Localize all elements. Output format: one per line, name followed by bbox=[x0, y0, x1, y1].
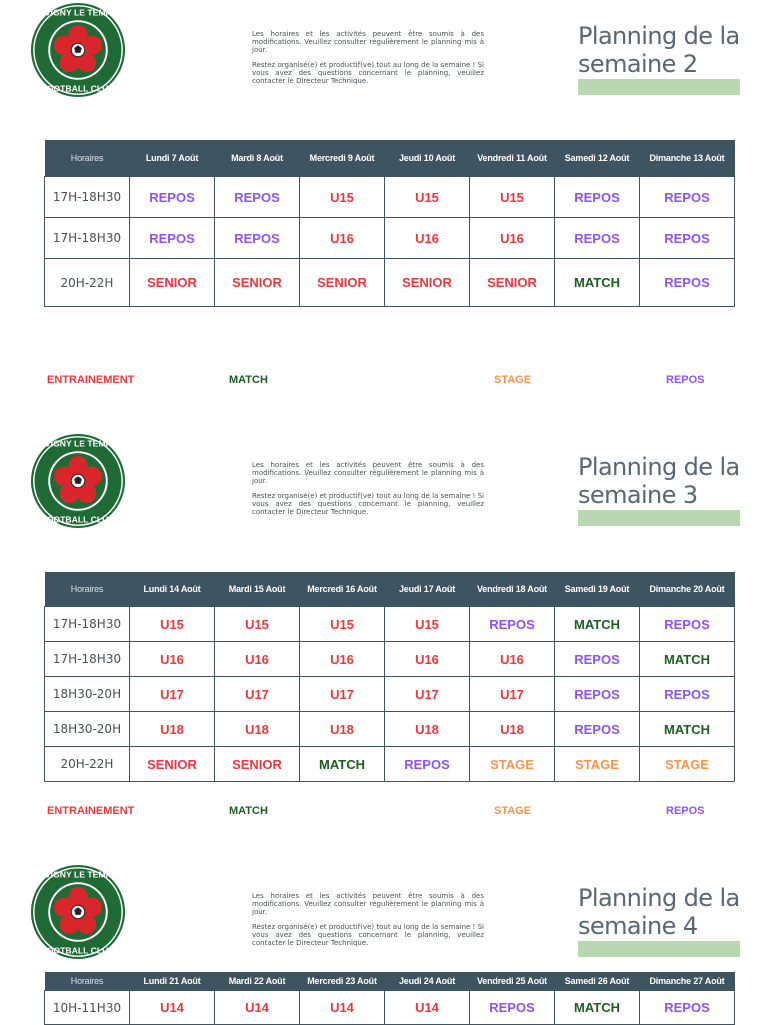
time-slot-cell: 17H-18H30 bbox=[45, 642, 130, 677]
legend-entrainement: ENTRAINEMENT bbox=[47, 374, 135, 386]
activity-cell: U18 bbox=[470, 712, 555, 747]
column-header-day: Lundi 21 Août bbox=[130, 972, 215, 991]
column-header-day: Jeudi 17 Août bbox=[385, 572, 470, 607]
time-slot-cell: 17H-18H30 bbox=[45, 218, 130, 259]
activity-cell: REPOS bbox=[215, 218, 300, 259]
legend-stage: STAGE bbox=[494, 374, 532, 386]
week-2-section bbox=[0, 0, 768, 400]
club-logo bbox=[30, 864, 126, 960]
activity-cell: U16 bbox=[215, 642, 300, 677]
activity-cell: REPOS bbox=[640, 218, 735, 259]
legend-repos: REPOS bbox=[666, 374, 705, 386]
notice-paragraph-2: Restez organisé(e) et productif(ve) tout au long de la semaine ! Si vous avez des questions concernant le planning, veuillez contacter le Directeur Technique. bbox=[252, 491, 484, 517]
notice-paragraph-1: Les horaires et les activités peuvent être soumis à des modifications. Veuillez consulter régulièrement le planning mis à jour. bbox=[252, 461, 484, 486]
activity-cell: SENIOR bbox=[385, 259, 470, 307]
time-slot-cell: 20H-22H bbox=[45, 259, 130, 307]
activity-cell: REPOS bbox=[640, 177, 735, 218]
legend bbox=[0, 805, 768, 821]
column-header-day: Samedi 26 Août bbox=[555, 972, 640, 991]
week-title-line-2: semaine 3 bbox=[578, 481, 698, 509]
title-underline-bar bbox=[578, 79, 740, 95]
activity-cell: REPOS bbox=[640, 259, 735, 307]
activity-cell: STAGE bbox=[640, 747, 735, 782]
notice-paragraph-1: Les horaires et les activités peuvent être soumis à des modifications. Veuillez consulter régulièrement le planning mis à jour. bbox=[252, 30, 484, 55]
activity-cell: REPOS bbox=[640, 607, 735, 642]
club-logo bbox=[30, 433, 126, 529]
activity-cell: REPOS bbox=[215, 177, 300, 218]
activity-cell: U16 bbox=[470, 642, 555, 677]
legend-entrainement: ENTRAINEMENT bbox=[47, 805, 135, 817]
activity-cell: U16 bbox=[130, 642, 215, 677]
activity-cell: U15 bbox=[470, 177, 555, 218]
title-underline-bar bbox=[578, 941, 740, 957]
table-row bbox=[45, 747, 735, 782]
column-header-day: Samedi 12 Août bbox=[555, 140, 640, 177]
activity-cell: MATCH bbox=[555, 259, 640, 307]
week-title-line-2: semaine 2 bbox=[578, 50, 698, 78]
activity-cell: U15 bbox=[385, 607, 470, 642]
svg-text:FOOTBALL CLUB: FOOTBALL CLUB bbox=[41, 514, 115, 525]
svg-text:SAVIGNY LE TEMPLE: SAVIGNY LE TEMPLE bbox=[33, 7, 123, 18]
activity-cell: REPOS bbox=[470, 991, 555, 1025]
time-slot-cell: 17H-18H30 bbox=[45, 607, 130, 642]
week-title bbox=[578, 453, 758, 509]
column-header-day: Mercredi 23 Août bbox=[300, 972, 385, 991]
svg-text:FOOTBALL CLUB: FOOTBALL CLUB bbox=[41, 945, 115, 956]
week-title-line-2: semaine 4 bbox=[578, 912, 698, 940]
schedule-notice bbox=[252, 30, 484, 91]
activity-cell: U18 bbox=[130, 712, 215, 747]
activity-cell: SENIOR bbox=[130, 747, 215, 782]
activity-cell: U14 bbox=[385, 991, 470, 1025]
table-row bbox=[45, 259, 735, 307]
svg-text:SAVIGNY LE TEMPLE: SAVIGNY LE TEMPLE bbox=[33, 438, 123, 449]
activity-cell: U14 bbox=[300, 991, 385, 1025]
table-row bbox=[45, 177, 735, 218]
activity-cell: SENIOR bbox=[470, 259, 555, 307]
column-header-day: Vendredi 18 Août bbox=[470, 572, 555, 607]
activity-cell: REPOS bbox=[555, 642, 640, 677]
schedule-notice bbox=[252, 892, 484, 953]
activity-cell: U17 bbox=[300, 677, 385, 712]
activity-cell: REPOS bbox=[470, 607, 555, 642]
notice-paragraph-2: Restez organisé(e) et productif(ve) tout au long de la semaine ! Si vous avez des questions concernant le planning, veuillez contacter le Directeur Technique. bbox=[252, 60, 484, 86]
table-row bbox=[45, 712, 735, 747]
activity-cell: U15 bbox=[300, 607, 385, 642]
activity-cell: REPOS bbox=[555, 218, 640, 259]
notice-paragraph-2: Restez organisé(e) et productif(ve) tout au long de la semaine ! Si vous avez des questions concernant le planning, veuillez contacter le Directeur Technique. bbox=[252, 922, 484, 948]
column-header-day: Jeudi 10 Août bbox=[385, 140, 470, 177]
column-header-day: Vendredi 25 Août bbox=[470, 972, 555, 991]
column-header-day: Mardi 15 Août bbox=[215, 572, 300, 607]
table-row bbox=[45, 991, 735, 1025]
schedule-table bbox=[44, 572, 735, 782]
activity-cell: U14 bbox=[130, 991, 215, 1025]
activity-cell: U14 bbox=[215, 991, 300, 1025]
time-slot-cell: 18H30-20H bbox=[45, 712, 130, 747]
svg-text:SAVIGNY LE TEMPLE: SAVIGNY LE TEMPLE bbox=[33, 869, 123, 880]
column-header-day: Mardi 8 Août bbox=[215, 140, 300, 177]
schedule-table bbox=[44, 972, 735, 1025]
activity-cell: MATCH bbox=[640, 642, 735, 677]
legend-match: MATCH bbox=[229, 805, 268, 817]
legend-match: MATCH bbox=[229, 374, 268, 386]
time-slot-cell: 20H-22H bbox=[45, 747, 130, 782]
legend bbox=[0, 374, 768, 390]
legend-stage: STAGE bbox=[494, 805, 532, 817]
activity-cell: REPOS bbox=[385, 747, 470, 782]
week-4-section bbox=[0, 862, 768, 1024]
activity-cell: U16 bbox=[470, 218, 555, 259]
activity-cell: U17 bbox=[385, 677, 470, 712]
activity-cell: REPOS bbox=[555, 177, 640, 218]
activity-cell: SENIOR bbox=[215, 747, 300, 782]
column-header-day: Dimanche 13 Août bbox=[640, 140, 735, 177]
activity-cell: STAGE bbox=[470, 747, 555, 782]
column-header-day: Mercredi 9 Août bbox=[300, 140, 385, 177]
column-header-horaires: Horaires bbox=[45, 572, 130, 607]
activity-cell: U15 bbox=[300, 177, 385, 218]
week-title-line-1: Planning de la bbox=[578, 22, 740, 50]
activity-cell: U15 bbox=[215, 607, 300, 642]
table-row bbox=[45, 677, 735, 712]
time-slot-cell: 18H30-20H bbox=[45, 677, 130, 712]
legend-repos: REPOS bbox=[666, 805, 705, 817]
activity-cell: MATCH bbox=[555, 991, 640, 1025]
column-header-day: Dimanche 27 Août bbox=[640, 972, 735, 991]
table-header-row bbox=[45, 972, 735, 991]
activity-cell: U17 bbox=[470, 677, 555, 712]
activity-cell: STAGE bbox=[555, 747, 640, 782]
activity-cell: REPOS bbox=[130, 218, 215, 259]
week-3-section bbox=[0, 431, 768, 831]
activity-cell: MATCH bbox=[300, 747, 385, 782]
activity-cell: SENIOR bbox=[215, 259, 300, 307]
activity-cell: MATCH bbox=[640, 712, 735, 747]
activity-cell: U16 bbox=[300, 218, 385, 259]
column-header-day: Samedi 19 Août bbox=[555, 572, 640, 607]
activity-cell: U15 bbox=[130, 607, 215, 642]
activity-cell: REPOS bbox=[640, 677, 735, 712]
activity-cell: U16 bbox=[385, 218, 470, 259]
week-title bbox=[578, 884, 758, 940]
club-logo bbox=[30, 2, 126, 98]
column-header-horaires: Horaires bbox=[45, 140, 130, 177]
activity-cell: U15 bbox=[385, 177, 470, 218]
column-header-day: Jeudi 24 Août bbox=[385, 972, 470, 991]
table-row bbox=[45, 607, 735, 642]
week-title-line-1: Planning de la bbox=[578, 453, 740, 481]
activity-cell: U18 bbox=[385, 712, 470, 747]
activity-cell: U16 bbox=[385, 642, 470, 677]
table-row bbox=[45, 218, 735, 259]
column-header-day: Lundi 14 Août bbox=[130, 572, 215, 607]
column-header-horaires: Horaires bbox=[45, 972, 130, 991]
activity-cell: REPOS bbox=[130, 177, 215, 218]
time-slot-cell: 10H-11H30 bbox=[45, 991, 130, 1025]
week-title bbox=[578, 22, 758, 78]
activity-cell: U18 bbox=[215, 712, 300, 747]
activity-cell: REPOS bbox=[640, 991, 735, 1025]
activity-cell: MATCH bbox=[555, 607, 640, 642]
week-title-line-1: Planning de la bbox=[578, 884, 740, 912]
activity-cell: U17 bbox=[215, 677, 300, 712]
svg-text:FOOTBALL CLUB: FOOTBALL CLUB bbox=[41, 83, 115, 94]
title-underline-bar bbox=[578, 510, 740, 526]
activity-cell: U17 bbox=[130, 677, 215, 712]
activity-cell: SENIOR bbox=[300, 259, 385, 307]
notice-paragraph-1: Les horaires et les activités peuvent être soumis à des modifications. Veuillez consulter régulièrement le planning mis à jour. bbox=[252, 892, 484, 917]
column-header-day: Lundi 7 Août bbox=[130, 140, 215, 177]
schedule-notice bbox=[252, 461, 484, 522]
table-row bbox=[45, 642, 735, 677]
table-header-row bbox=[45, 140, 735, 177]
table-header-row bbox=[45, 572, 735, 607]
column-header-day: Dimanche 20 Août bbox=[640, 572, 735, 607]
activity-cell: U16 bbox=[300, 642, 385, 677]
schedule-table bbox=[44, 140, 735, 307]
activity-cell: U18 bbox=[300, 712, 385, 747]
time-slot-cell: 17H-18H30 bbox=[45, 177, 130, 218]
column-header-day: Vendredi 11 Août bbox=[470, 140, 555, 177]
column-header-day: Mardi 22 Août bbox=[215, 972, 300, 991]
column-header-day: Mercredi 16 Août bbox=[300, 572, 385, 607]
activity-cell: REPOS bbox=[555, 677, 640, 712]
activity-cell: REPOS bbox=[555, 712, 640, 747]
activity-cell: SENIOR bbox=[130, 259, 215, 307]
